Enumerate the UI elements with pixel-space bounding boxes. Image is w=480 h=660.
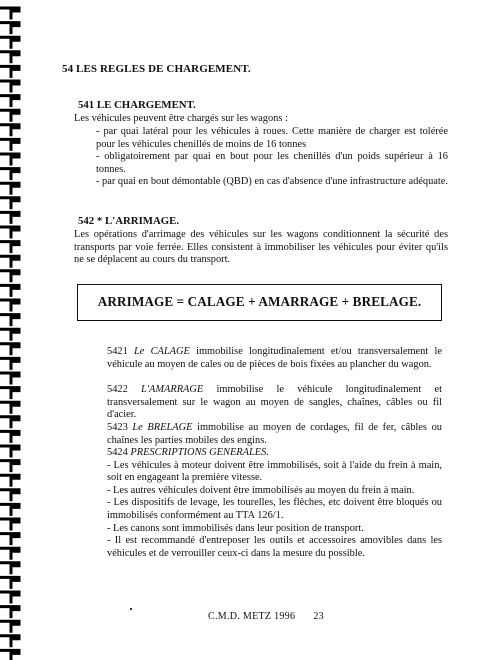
- list-item: - par quai en bout démontable (QBD) en cas d'absence d'une infrastructure adéquate.: [96, 176, 448, 188]
- binding-coil: [1, 417, 19, 427]
- subsection-text: immobilise au moyen de cordages, fil de fer, câbles ou chaînes les parties mobiles des engins.: [107, 422, 442, 446]
- binding-coil: [1, 154, 19, 164]
- binding-coil: [1, 475, 19, 485]
- binding-coil: [1, 592, 19, 602]
- binding-coil: [1, 271, 19, 281]
- binding-coil: [1, 66, 19, 76]
- binding-coil: [1, 358, 19, 368]
- document-page: [60, 0, 448, 660]
- list-item: - obligatoirement par quai en bout pour les chenillés d'un poids supérieur à 16 tonnes.: [96, 151, 448, 175]
- page-footer: [208, 611, 324, 624]
- binding-coil: [1, 373, 19, 383]
- page-number: 23: [313, 611, 324, 622]
- binding-coil: [1, 52, 19, 62]
- speck: [130, 608, 132, 610]
- binding-coil: [1, 315, 19, 325]
- binding-coil: [1, 256, 19, 266]
- spiral-binding: [0, 0, 28, 660]
- subsection-term: L'AMARRAGE: [141, 384, 204, 395]
- binding-coil: [1, 607, 19, 617]
- binding-coil: [1, 344, 19, 354]
- binding-coil: [1, 8, 19, 18]
- subsection-5423: [107, 422, 442, 447]
- binding-coil: [1, 461, 19, 471]
- binding-coil: [1, 329, 19, 339]
- subsection-number: 5422: [107, 384, 128, 395]
- binding-coil: [1, 490, 19, 500]
- formula-box: [77, 284, 442, 321]
- binding-coil: [1, 636, 19, 646]
- binding-coil: [1, 110, 19, 120]
- binding-coil: [1, 548, 19, 558]
- list-item: - Les véhicules à moteur doivent être immobilisés, soit à l'aide du frein à main, soit en engageant la première vitesse.: [107, 459, 442, 484]
- binding-coil: [1, 519, 19, 529]
- binding-coil: [1, 198, 19, 208]
- subsection-term: Le BRELAGE: [132, 422, 193, 433]
- binding-coil: [1, 504, 19, 514]
- subsection-number: 5421: [107, 346, 128, 357]
- binding-coil: [1, 534, 19, 544]
- subsection-term: Le CALAGE: [134, 346, 190, 357]
- binding-coil: [1, 577, 19, 587]
- binding-coil: [1, 23, 19, 33]
- formula-text: ARRIMAGE = CALAGE + AMARRAGE + BRELAGE.: [97, 294, 422, 310]
- binding-coil: [1, 300, 19, 310]
- binding-coil: [1, 227, 19, 237]
- binding-coil: [1, 621, 19, 631]
- binding-coil: [1, 388, 19, 398]
- binding-coil: [1, 650, 19, 660]
- subsection-text: immobilise le véhicule longitudinalement et transversalement sur le wagon au moyen de sangles, chaînes, câbles ou fil d'acier.: [107, 384, 442, 421]
- section-title-541: 541 LE CHARGEMENT.: [78, 99, 196, 111]
- binding-coil: [1, 212, 19, 222]
- binding-coil: [1, 37, 19, 47]
- subsection-5421: [107, 346, 442, 371]
- paragraph-541-intro: Les véhicules peuvent être chargés sur les wagons :: [74, 113, 288, 124]
- subsection-5424: [107, 447, 442, 560]
- binding-coil: [1, 81, 19, 91]
- paragraph-542: Les opérations d'arrimage des véhicules sur les wagons conditionnent la sécurité des transports par voie ferrée. Elles consistent à immobiliser les véhicules pour éviter qu'ils ne se déplacent au cours du transport.: [74, 229, 448, 266]
- binding-coil: [1, 563, 19, 573]
- section-title-542: 542 * L'ARRIMAGE.: [78, 215, 180, 227]
- binding-coil: [1, 125, 19, 135]
- list-item: - Les autres véhicules doivent être immobilisés au moyen du frein à main.: [107, 484, 415, 496]
- binding-coil: [1, 285, 19, 295]
- binding-coil: [1, 139, 19, 149]
- binding-coil: [1, 96, 19, 106]
- subsection-text: immobilise longitudinalement et/ou transversalement le véhicule au moyen de cales ou de pièces de bois fixées au plancher du wagon.: [107, 346, 442, 370]
- list-item: - Les canons sont immobilisés dans leur position de transport.: [107, 522, 364, 534]
- binding-coil: [1, 402, 19, 412]
- subsection-number: 5423: [107, 422, 128, 433]
- binding-coil: [1, 242, 19, 252]
- subsection-term: PRESCRIPTIONS GENERALES.: [130, 447, 269, 458]
- list-541: [96, 126, 448, 189]
- subsection-number: 5424: [107, 447, 128, 458]
- section-heading-54: 54 LES REGLES DE CHARGEMENT.: [62, 63, 251, 75]
- subsection-5422: [107, 384, 442, 422]
- list-item: - Il est recommandé d'entreposer les outils et accessoires amovibles dans les véhicules et de verrouiller ceux-ci dans la mesure du possible.: [107, 535, 442, 559]
- footer-org: C.M.D. METZ 1996: [208, 611, 296, 622]
- binding-coil: [1, 431, 19, 441]
- binding-coil: [1, 183, 19, 193]
- list-item: - par quai latéral pour les véhicules à roues. Cette manière de charger est tolérée pour les véhicules chenillés de moins de 16 tonnes: [96, 126, 448, 150]
- binding-coil: [1, 446, 19, 456]
- list-item: - Les dispositifs de levage, les tourelles, les flèches, etc doivent être bloqués ou immobilisés conformément au TTA 126/1.: [107, 497, 442, 521]
- binding-coil: [1, 169, 19, 179]
